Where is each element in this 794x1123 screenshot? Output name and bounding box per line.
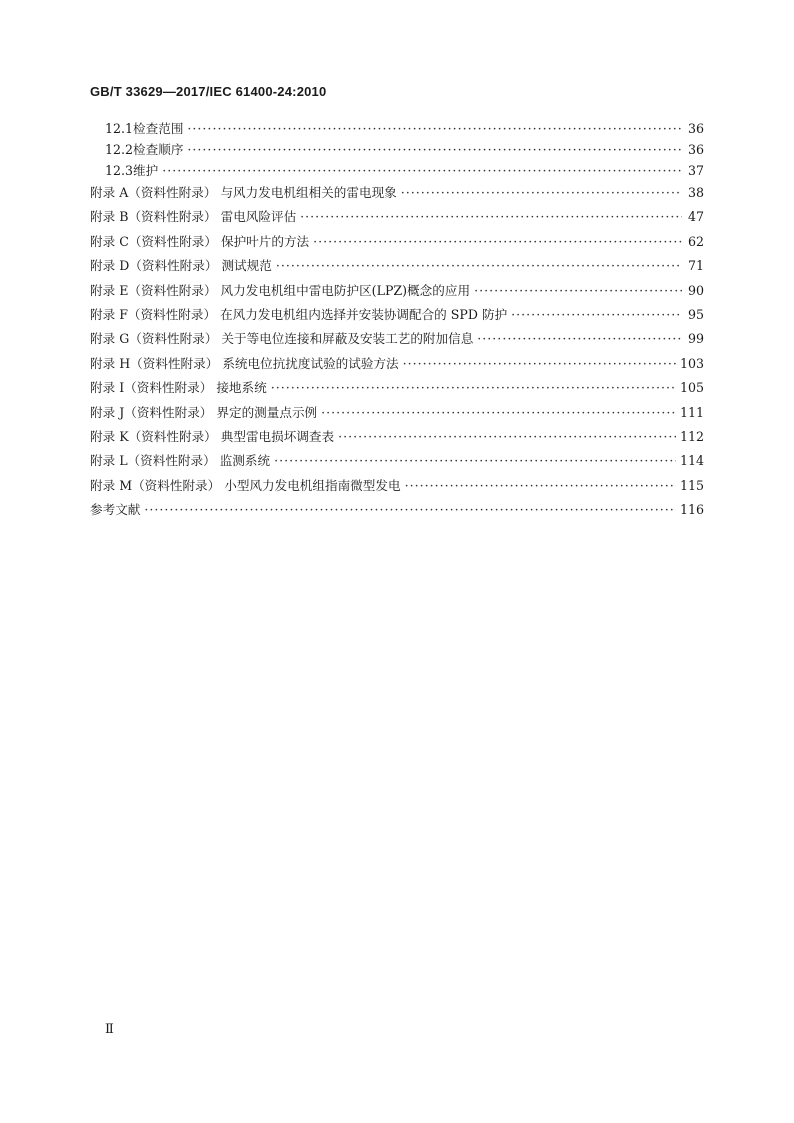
toc-entry-title: 附录 L（资料性附录） 监测系统: [90, 453, 271, 469]
toc-entry-page: 105: [679, 380, 704, 396]
toc-entry-bibliography[interactable]: [90, 498, 704, 522]
toc-entry-12-3[interactable]: [90, 160, 704, 181]
toc-entry-page: 116: [679, 502, 704, 518]
toc-entry-appendix-d[interactable]: [90, 254, 704, 278]
dot-leader: [477, 327, 682, 351]
toc-entry-title: 附录 F（资料性附录） 在风力发电机组内选择并安装协调配合的 SPD 防护: [90, 306, 508, 322]
toc-entry-appendix-a[interactable]: [90, 181, 704, 205]
toc-entry-appendix-h[interactable]: [90, 352, 704, 376]
toc-entry-page: 99: [687, 331, 704, 347]
toc-entry-title: 附录 I（资料性附录） 接地系统: [90, 380, 267, 396]
toc-entry-title: 附录 A（资料性附录） 与风力发电机组相关的雷电现象: [90, 185, 397, 200]
dot-leader: [313, 230, 682, 254]
dot-leader: [511, 303, 682, 327]
toc-entry-title: 附录 E（资料性附录） 风力发电机组中雷电防护区(LPZ)概念的应用: [90, 282, 471, 298]
dot-leader: [144, 498, 676, 522]
toc-entry-title: 附录 C（资料性附录） 保护叶片的方法: [90, 233, 310, 249]
dot-leader: [274, 449, 676, 473]
toc-entry-title: 检查范围: [133, 121, 184, 136]
dot-leader: [474, 279, 682, 303]
toc-entry-page: 71: [687, 258, 704, 274]
toc-entry-appendix-i[interactable]: [90, 376, 704, 400]
toc-entry-title: 附录 H（资料性附录） 系统电位抗扰度试验的试验方法: [90, 355, 399, 371]
dot-leader: [187, 118, 682, 139]
toc-entry-appendix-g[interactable]: [90, 327, 704, 351]
toc-entry-page: 47: [687, 209, 704, 225]
toc-entry-appendix-c[interactable]: [90, 230, 704, 254]
toc-entry-page: 36: [687, 121, 704, 136]
toc-entry-title: 附录 J（资料性附录） 界定的测量点示例: [90, 404, 318, 420]
toc-entry-page: 36: [687, 142, 704, 157]
toc-entry-12-2[interactable]: [90, 139, 704, 160]
toc-entry-title: 附录 D（资料性附录） 测试规范: [90, 258, 272, 274]
toc-entry-title: 参考文献: [90, 502, 141, 518]
toc-entry-12-1[interactable]: [90, 118, 704, 139]
dot-leader: [271, 376, 676, 400]
toc-entry-page: 115: [679, 477, 704, 493]
dot-leader: [403, 352, 676, 376]
dot-leader: [338, 425, 676, 449]
table-of-contents: [90, 118, 704, 522]
toc-entry-appendix-b[interactable]: [90, 205, 704, 229]
dot-leader: [405, 474, 676, 498]
toc-entry-page: 37: [687, 163, 704, 178]
toc-entry-appendix-f[interactable]: [90, 303, 704, 327]
toc-entry-title: 附录 B（资料性附录） 雷电风险评估: [90, 209, 297, 225]
toc-entry-number: 12.1: [105, 121, 134, 136]
toc-entry-appendix-k[interactable]: [90, 425, 704, 449]
toc-entry-title: 附录 G（资料性附录） 关于等电位连接和屏蔽及安装工艺的附加信息: [90, 331, 474, 347]
toc-entry-title: 检查顺序: [133, 142, 184, 157]
toc-entry-page: 62: [687, 233, 704, 249]
dot-leader: [276, 254, 682, 278]
toc-entry-page: 38: [687, 185, 704, 200]
toc-entry-appendix-e[interactable]: [90, 279, 704, 303]
toc-entry-appendix-m[interactable]: [90, 474, 704, 498]
toc-entry-page: 90: [687, 282, 704, 298]
page-number: Ⅱ: [105, 1022, 114, 1037]
toc-entry-page: 112: [679, 428, 704, 444]
toc-entry-title: 维护: [133, 163, 159, 178]
dot-leader: [300, 205, 682, 229]
standard-code-header: GB/T 33629—2017/IEC 61400-24:2010: [90, 84, 327, 99]
toc-entry-title: 附录 M（资料性附录） 小型风力发电机组指南微型发电: [90, 477, 401, 493]
dot-leader: [162, 160, 682, 181]
toc-entry-page: 95: [687, 306, 704, 322]
toc-entry-appendix-l[interactable]: [90, 449, 704, 473]
toc-entry-page: 114: [679, 453, 704, 469]
toc-entry-title: 附录 K（资料性附录） 典型雷电损坏调查表: [90, 428, 335, 444]
dot-leader: [187, 139, 682, 160]
toc-entry-appendix-j[interactable]: [90, 401, 704, 425]
dot-leader: [401, 181, 682, 205]
toc-entry-number: 12.3: [105, 163, 134, 178]
toc-entry-page: 103: [679, 355, 704, 371]
toc-entry-page: 111: [679, 404, 704, 420]
toc-entry-number: 12.2: [105, 142, 134, 157]
dot-leader: [321, 401, 676, 425]
